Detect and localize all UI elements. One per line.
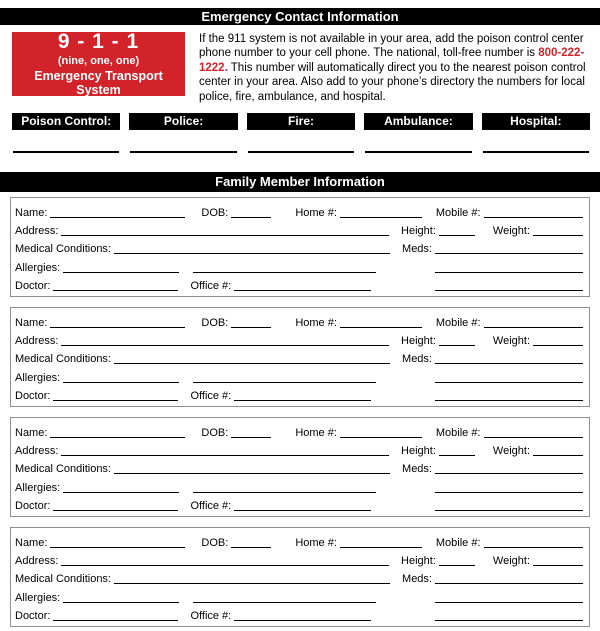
address-label: Address: bbox=[15, 445, 59, 458]
contact-write-in-line bbox=[365, 151, 471, 153]
address-row bbox=[15, 332, 583, 350]
doctor-label: Doctor: bbox=[15, 499, 51, 512]
office-phone-line bbox=[234, 279, 371, 291]
weight-line bbox=[533, 224, 583, 236]
emergency-contact-form-page bbox=[0, 8, 600, 627]
weight-line bbox=[533, 554, 583, 566]
911-caption: Emergency Transport System bbox=[34, 69, 163, 97]
meds-continuation-line-1 bbox=[435, 371, 583, 383]
address-line bbox=[61, 334, 389, 346]
dob-label: DOB: bbox=[201, 537, 229, 550]
dob-line bbox=[231, 536, 271, 548]
office-phone-label: Office #: bbox=[190, 609, 232, 622]
911-phonetic: (nine, one, one) bbox=[57, 55, 140, 67]
home-phone-line bbox=[340, 206, 422, 218]
home-phone-label: Home #: bbox=[295, 317, 337, 330]
doctor-line bbox=[53, 389, 178, 401]
doctor-line bbox=[53, 279, 178, 291]
instructions-text-before: If the 911 system is not available in your area, add the poison control center phone number to your cell phone. The national, toll-free number is bbox=[199, 33, 584, 60]
allergies-label: Allergies: bbox=[15, 261, 61, 274]
emergency-contacts-row bbox=[12, 113, 590, 153]
allergies-row bbox=[15, 259, 583, 277]
name-line bbox=[50, 536, 185, 548]
emergency-section-title: Emergency Contact Information bbox=[201, 9, 399, 24]
medical-row bbox=[15, 350, 583, 368]
meds-line bbox=[435, 462, 583, 474]
dob-label: DOB: bbox=[201, 427, 229, 440]
medical-conditions-label: Medical Conditions: bbox=[15, 463, 111, 476]
mobile-phone-line bbox=[484, 536, 583, 548]
emergency-contact-column bbox=[482, 113, 590, 153]
contact-write-in-line bbox=[130, 151, 236, 153]
mobile-phone-label: Mobile #: bbox=[435, 537, 481, 550]
meds-line bbox=[435, 352, 583, 364]
office-phone-line bbox=[234, 389, 371, 401]
allergies-continuation-line bbox=[193, 261, 376, 273]
allergies-label: Allergies: bbox=[15, 371, 61, 384]
doctor-label: Doctor: bbox=[15, 389, 51, 402]
doctor-label: Doctor: bbox=[15, 609, 51, 622]
contact-write-in-line bbox=[483, 151, 589, 153]
home-phone-line bbox=[340, 316, 422, 328]
intro-row bbox=[12, 32, 590, 104]
office-phone-label: Office #: bbox=[190, 279, 232, 292]
mobile-phone-line bbox=[484, 206, 583, 218]
meds-continuation-line-2 bbox=[435, 499, 583, 511]
meds-label: Meds: bbox=[402, 463, 432, 476]
home-phone-label: Home #: bbox=[295, 537, 337, 550]
dob-line bbox=[231, 206, 271, 218]
weight-line bbox=[533, 334, 583, 346]
dob-line bbox=[231, 426, 271, 438]
allergies-row bbox=[15, 479, 583, 497]
family-members-list bbox=[10, 197, 590, 627]
meds-continuation-line-2 bbox=[435, 389, 583, 401]
dob-label: DOB: bbox=[201, 207, 229, 220]
allergies-row bbox=[15, 369, 583, 387]
medical-conditions-line bbox=[114, 462, 390, 474]
mobile-phone-line bbox=[484, 316, 583, 328]
family-member-card bbox=[10, 307, 590, 407]
meds-continuation-line-1 bbox=[435, 261, 583, 273]
office-phone-label: Office #: bbox=[190, 499, 232, 512]
doctor-row bbox=[15, 497, 583, 515]
medical-row bbox=[15, 460, 583, 478]
911-badge bbox=[12, 32, 185, 96]
height-line bbox=[439, 334, 475, 346]
contact-label-box: Hospital: bbox=[482, 113, 590, 130]
name-label: Name: bbox=[15, 427, 48, 440]
name-row bbox=[15, 204, 583, 222]
poison-control-instructions bbox=[199, 32, 590, 104]
doctor-label: Doctor: bbox=[15, 279, 51, 292]
911-number: 9 - 1 - 1 bbox=[57, 30, 140, 53]
mobile-phone-label: Mobile #: bbox=[435, 317, 481, 330]
address-row bbox=[15, 222, 583, 240]
doctor-row bbox=[15, 387, 583, 405]
address-line bbox=[61, 444, 389, 456]
medical-conditions-line bbox=[114, 352, 390, 364]
section-header-emergency bbox=[0, 8, 600, 25]
address-label: Address: bbox=[15, 225, 59, 238]
allergies-label: Allergies: bbox=[15, 591, 61, 604]
height-line bbox=[439, 224, 475, 236]
name-row bbox=[15, 314, 583, 332]
home-phone-line bbox=[340, 426, 422, 438]
weight-label: Weight: bbox=[492, 555, 530, 568]
home-phone-label: Home #: bbox=[295, 207, 337, 220]
allergies-line bbox=[63, 591, 179, 603]
dob-label: DOB: bbox=[201, 317, 229, 330]
dob-line bbox=[231, 316, 271, 328]
medical-row bbox=[15, 240, 583, 258]
family-section-title: Family Member Information bbox=[215, 174, 385, 190]
name-label: Name: bbox=[15, 317, 48, 330]
name-row bbox=[15, 424, 583, 442]
meds-label: Meds: bbox=[402, 353, 432, 366]
emergency-contact-column bbox=[364, 113, 472, 153]
address-row bbox=[15, 552, 583, 570]
allergies-continuation-line bbox=[193, 371, 376, 383]
name-line bbox=[50, 206, 185, 218]
mobile-phone-line bbox=[484, 426, 583, 438]
address-row bbox=[15, 442, 583, 460]
weight-label: Weight: bbox=[492, 445, 530, 458]
office-phone-label: Office #: bbox=[190, 389, 232, 402]
family-member-card bbox=[10, 197, 590, 297]
emergency-contact-column bbox=[247, 113, 355, 153]
meds-continuation-line-1 bbox=[435, 591, 583, 603]
weight-label: Weight: bbox=[492, 225, 530, 238]
home-phone-line bbox=[340, 536, 422, 548]
emergency-contact-column bbox=[129, 113, 237, 153]
instructions-text-after: This number will automatically direct you to the nearest poison control center in your area. Also add to your phone’s directory the numbers for local police, fire, ambulance, and hospital. bbox=[199, 61, 586, 103]
meds-line bbox=[435, 572, 583, 584]
height-label: Height: bbox=[401, 445, 436, 458]
family-member-card bbox=[10, 417, 590, 517]
contact-label-box: Poison Control: bbox=[12, 113, 120, 130]
height-line bbox=[439, 554, 475, 566]
allergies-line bbox=[63, 371, 179, 383]
contact-write-in-line bbox=[13, 151, 119, 153]
poison-control-phone-number: 800-222-1222. bbox=[199, 47, 585, 74]
weight-label: Weight: bbox=[492, 335, 530, 348]
allergies-row bbox=[15, 589, 583, 607]
name-row bbox=[15, 534, 583, 552]
emergency-contact-column bbox=[12, 113, 120, 153]
meds-continuation-line-2 bbox=[435, 609, 583, 621]
medical-conditions-label: Medical Conditions: bbox=[15, 353, 111, 366]
address-label: Address: bbox=[15, 335, 59, 348]
meds-label: Meds: bbox=[402, 573, 432, 586]
doctor-line bbox=[53, 609, 178, 621]
office-phone-line bbox=[234, 609, 371, 621]
doctor-line bbox=[53, 499, 178, 511]
allergies-continuation-line bbox=[193, 591, 376, 603]
height-label: Height: bbox=[401, 555, 436, 568]
allergies-label: Allergies: bbox=[15, 481, 61, 494]
allergies-continuation-line bbox=[193, 481, 376, 493]
height-label: Height: bbox=[401, 225, 436, 238]
section-header-family bbox=[0, 172, 600, 192]
mobile-phone-label: Mobile #: bbox=[435, 207, 481, 220]
medical-conditions-label: Medical Conditions: bbox=[15, 573, 111, 586]
allergies-line bbox=[63, 481, 179, 493]
meds-continuation-line-1 bbox=[435, 481, 583, 493]
contact-write-in-line bbox=[248, 151, 354, 153]
address-line bbox=[61, 554, 389, 566]
contact-label-box: Ambulance: bbox=[364, 113, 472, 130]
mobile-phone-label: Mobile #: bbox=[435, 427, 481, 440]
doctor-row bbox=[15, 607, 583, 625]
name-line bbox=[50, 316, 185, 328]
allergies-line bbox=[63, 261, 179, 273]
medical-conditions-label: Medical Conditions: bbox=[15, 243, 111, 256]
name-line bbox=[50, 426, 185, 438]
meds-label: Meds: bbox=[402, 243, 432, 256]
home-phone-label: Home #: bbox=[295, 427, 337, 440]
meds-continuation-line-2 bbox=[435, 279, 583, 291]
family-member-card bbox=[10, 527, 590, 627]
address-label: Address: bbox=[15, 555, 59, 568]
office-phone-line bbox=[234, 499, 371, 511]
meds-line bbox=[435, 242, 583, 254]
height-label: Height: bbox=[401, 335, 436, 348]
address-line bbox=[61, 224, 389, 236]
height-line bbox=[439, 444, 475, 456]
contact-label-box: Fire: bbox=[247, 113, 355, 130]
medical-conditions-line bbox=[114, 572, 390, 584]
medical-row bbox=[15, 570, 583, 588]
name-label: Name: bbox=[15, 537, 48, 550]
weight-line bbox=[533, 444, 583, 456]
name-label: Name: bbox=[15, 207, 48, 220]
doctor-row bbox=[15, 277, 583, 295]
contact-label-box: Police: bbox=[129, 113, 237, 130]
medical-conditions-line bbox=[114, 242, 390, 254]
